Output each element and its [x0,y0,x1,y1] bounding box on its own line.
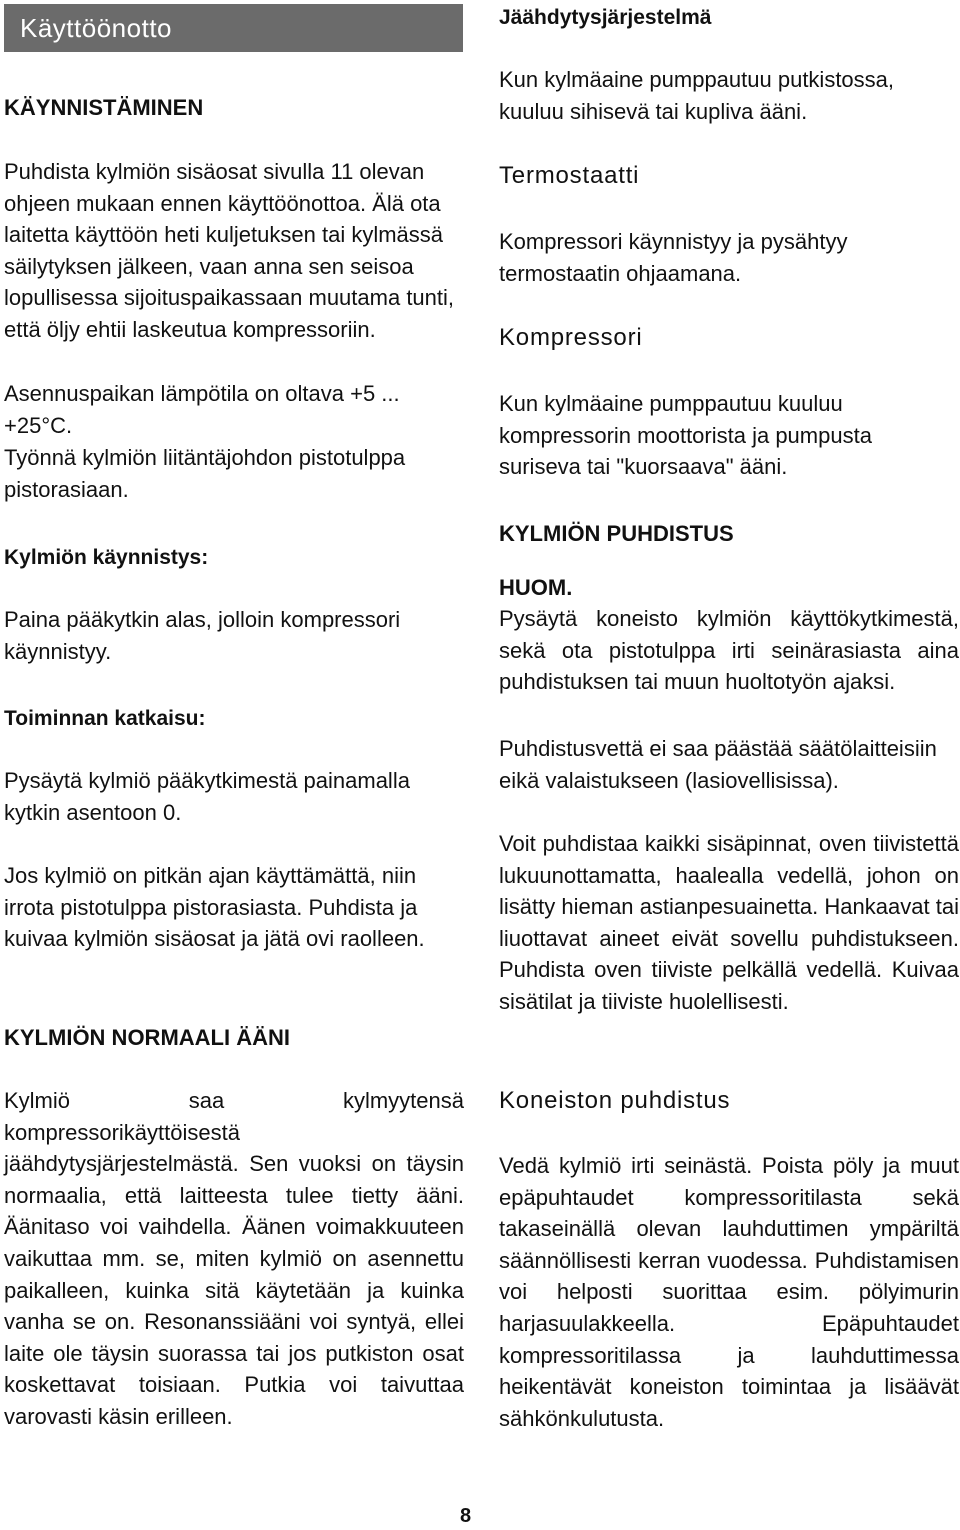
section-header: Käyttöönotto [4,4,463,52]
start-text-2: Asennuspaikan lämpötila on oltava +5 ... +25°C. [4,381,400,438]
clean-text: Voit puhdistaa kaikki sisäpinnat, oven tiivistettä lukuunottamatta, haalealla vedellä, johon on lisätty hieman astianpesuainetta. Hankaavat tai liuottavat aineet eivät sovellu puhdistukseen. Puhdista oven tiiviste pelkällä vedellä. Kuivaa sisätilat ja tiiviste huolellisesti. [499,831,959,1014]
shutdown-heading: Toiminnan katkaisu: [4,707,206,730]
thermostat-text: Kompressori käynnistyy ja pysähtyy termostaatin ohjaamana. [499,229,848,286]
note-heading: HUOM. [499,575,573,600]
sound-heading: KYLMIÖN NORMAALI ÄÄNI [4,1025,290,1050]
long-off-text: Jos kylmiö on pitkän ajan käyttämättä, niin irrota pistotulppa pistorasiasta. Puhdista ja kuivaa kylmiön sisäosat ja jätä ovi raolleen. [4,863,425,952]
machine-cleaning-heading: Koneiston puhdistus [499,1087,731,1114]
machine-cleaning-text: Vedä kylmiö irti seinästä. Poista pöly ja muut epäpuhtaudet kompressoritilasta sekä takaseinällä olevan lauhduttimen ympäriltä säännöllisesti kerran vuodessa. Puhdistamisen voi helposti suorittaa esim. pölyimurin harjasuulakkeella. Epäpuhtaudet kompressoritilassa ja lauhduttimessa heikentävät koneiston toimintaa ja lisäävät sähkönkulutusta. [499,1153,959,1431]
compressor-heading: Kompressori [499,324,643,351]
startup-heading: Kylmiön käynnistys: [4,546,209,569]
compressor-text: Kun kylmäaine pumppautuu kuuluu kompressorin moottorista ja pumpusta suriseva tai "kuorsaava" ääni. [499,391,872,480]
cleaning-heading: KYLMIÖN PUHDISTUS [499,521,734,546]
shutdown-text: Pysäytä kylmiö pääkytkimestä painamalla kytkin asentoon 0. [4,768,410,825]
note-text-1: Pysäytä koneisto kylmiön käyttökytkimestä, sekä ota pistotulppa irti seinärasiasta aina puhdistuksen tai muun huoltotyön ajaksi. [499,606,959,695]
sound-text: Kylmiö saa kylmyytensä kompressorikäyttöisestä jäähdytysjärjestelmästä. Sen vuoksi on täysin normaalia, että laitteesta tulee tietty ääni. Äänitaso voi vaihdella. Äänen voimakkuuteen vaikuttaa mm. se, miten kylmiö on asennettu paikalleen, kuinka sitä käytetään ja kuinka vanha se on. Resonanssiääni voi syntyä, ellei laite ole täysin suorassa tai jos putkiston osat koskettavat toisiaan. Putkia voi taivuttaa varovasti käsin erilleen. [4,1088,464,1429]
thermostat-heading: Termostaatti [499,162,640,189]
page-number: 8 [460,1505,472,1527]
start-text-3: Työnnä kylmiön liitäntäjohdon pistotulppa pistorasiaan. [4,445,406,502]
cooling-text: Kun kylmäaine pumppautuu putkistossa, kuuluu sihisevä tai kupliva ääni. [499,67,895,124]
cooling-heading: Jäähdytysjärjestelmä [499,6,712,29]
startup-text: Paina pääkytkin alas, jolloin kompressori käynnistyy. [4,607,401,664]
start-text-1: Puhdista kylmiön sisäosat sivulla 11 olevan ohjeen mukaan ennen käyttöönottoa. Älä ota laitetta käyttöön heti kuljetuksen tai kylmässä säilytyksen jälkeen, vaan anna sen seisoa lopullisessa sijoituspaikassaan muutama tunti, että öljy ehtii laskeutua kompressoriin. [4,159,455,342]
start-heading: KÄYNNISTÄMINEN [4,95,204,120]
note-text-2: Puhdistusvettä ei saa päästää säätölaitteisiin eikä valaistukseen (lasiovellisissa). [499,736,937,793]
